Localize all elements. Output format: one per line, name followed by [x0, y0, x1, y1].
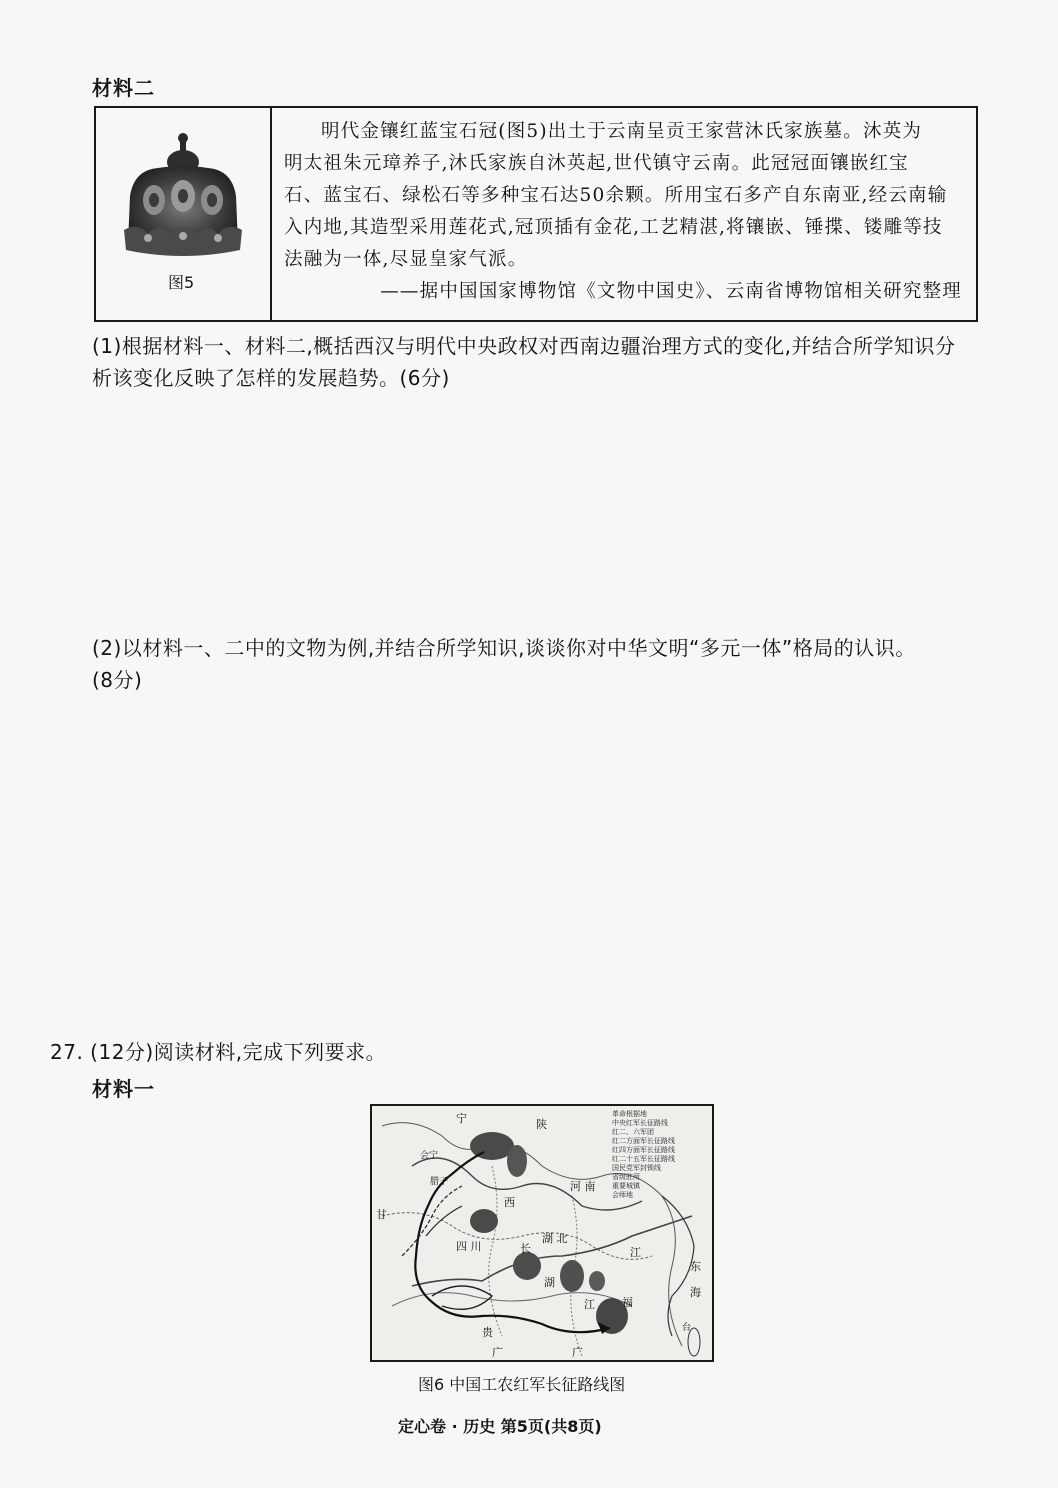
legend-item-7: 国民党军封锁线 [612, 1164, 661, 1172]
material-2-box [94, 106, 978, 322]
question-2-line-2: (8分) [92, 668, 143, 692]
material-2-line-5: 法融为一体,尽显皇家气派。 [284, 249, 528, 270]
map-label-hubei: 湖 北 [542, 1232, 568, 1245]
map-legend [612, 1110, 708, 1200]
figure-5-cell [96, 108, 272, 320]
material-2-source: ——据中国国家博物馆《文物中国史》、云南省博物馆相关研究整理 [380, 281, 962, 302]
question-2-line-1: (2)以材料一、二中的文物为例,并结合所学知识,谈谈你对中华文明“多元一体”格局的认识。 [92, 636, 916, 660]
page-footer: 定心卷 · 历史 第5页(共8页) [398, 1417, 602, 1436]
legend-item-3: 红二、六军团 [612, 1128, 654, 1136]
long-march-map [370, 1104, 714, 1362]
map-label-dong: 东 [690, 1260, 701, 1273]
crown-image [98, 126, 268, 286]
map-label-guangdong: 广 [572, 1346, 583, 1359]
map-label-shaanxi: 陕 [536, 1118, 547, 1131]
legend-item-4: 红二方面军长征路线 [612, 1137, 675, 1145]
material-2-line-2: 明太祖朱元璋养子,沐氏家族自沐英起,世代镇守云南。此冠冠面镶嵌红宝 [284, 153, 909, 174]
legend-item-6: 红二十五军长征路线 [612, 1155, 675, 1163]
material-2-line-1: 明代金镶红蓝宝石冠(图5)出土于云南呈贡王家营沐氏家族墓。沐英为 [321, 121, 923, 142]
material-2-line-4: 入内地,其造型采用莲花式,冠顶插有金花,工艺精湛,将镶嵌、锤揲、镂雕等技 [284, 217, 943, 238]
figure-5-label: 图5 [168, 273, 195, 292]
legend-item-2: 中央红军长征路线 [612, 1119, 668, 1127]
map-label-changjiang: 长 [520, 1242, 531, 1255]
map-label-fujian: 福 [622, 1296, 633, 1309]
map-label-jiang: 江 [630, 1246, 641, 1259]
map-label-lazi: 腊子 [430, 1177, 449, 1187]
question-2 [92, 632, 1012, 696]
legend-item-1: 革命根据地 [612, 1110, 647, 1118]
legend-item-10: 会师地 [612, 1191, 633, 1199]
map-label-guangxi: 广 [492, 1346, 503, 1359]
map-label-henan: 河 南 [570, 1180, 596, 1193]
material-2-text [272, 108, 976, 320]
figure-6-caption: 图6 中国工农红军长征路线图 [418, 1375, 626, 1394]
map-label-hunan: 湖 [544, 1276, 555, 1289]
legend-item-8: 省级驻所 [612, 1173, 640, 1181]
question-27-material-1-heading: 材料一 [92, 1077, 155, 1101]
map-label-gansu: 甘 [376, 1208, 387, 1221]
map-label-guizhou: 贵 [482, 1326, 493, 1339]
map-label-jiangxi: 江 [584, 1298, 595, 1311]
map-label-sichuan: 四 川 [456, 1240, 482, 1253]
question-1 [92, 330, 992, 394]
material-2-heading: 材料二 [92, 76, 155, 100]
question-27-title: 27. (12分)阅读材料,完成下列要求。 [50, 1040, 387, 1064]
map-label-hai: 海 [690, 1286, 701, 1299]
question-1-line-2: 析该变化反映了怎样的发展趋势。(6分) [92, 366, 450, 390]
map-label-huining: 会宁 [420, 1151, 439, 1161]
map-label-taiwan: 台 [682, 1323, 692, 1333]
map-label-ningxia: 宁 [456, 1112, 467, 1125]
map-label-xi: 西 [504, 1196, 515, 1209]
legend-item-9: 重要城镇 [612, 1182, 640, 1190]
legend-item-5: 红四方面军长征路线 [612, 1146, 675, 1154]
material-2-line-3: 石、蓝宝石、绿松石等多种宝石达50余颗。所用宝石多产自东南亚,经云南输 [284, 185, 948, 206]
question-1-line-1: (1)根据材料一、材料二,概括西汉与明代中央政权对西南边疆治理方式的变化,并结合所学知识分 [92, 334, 956, 358]
